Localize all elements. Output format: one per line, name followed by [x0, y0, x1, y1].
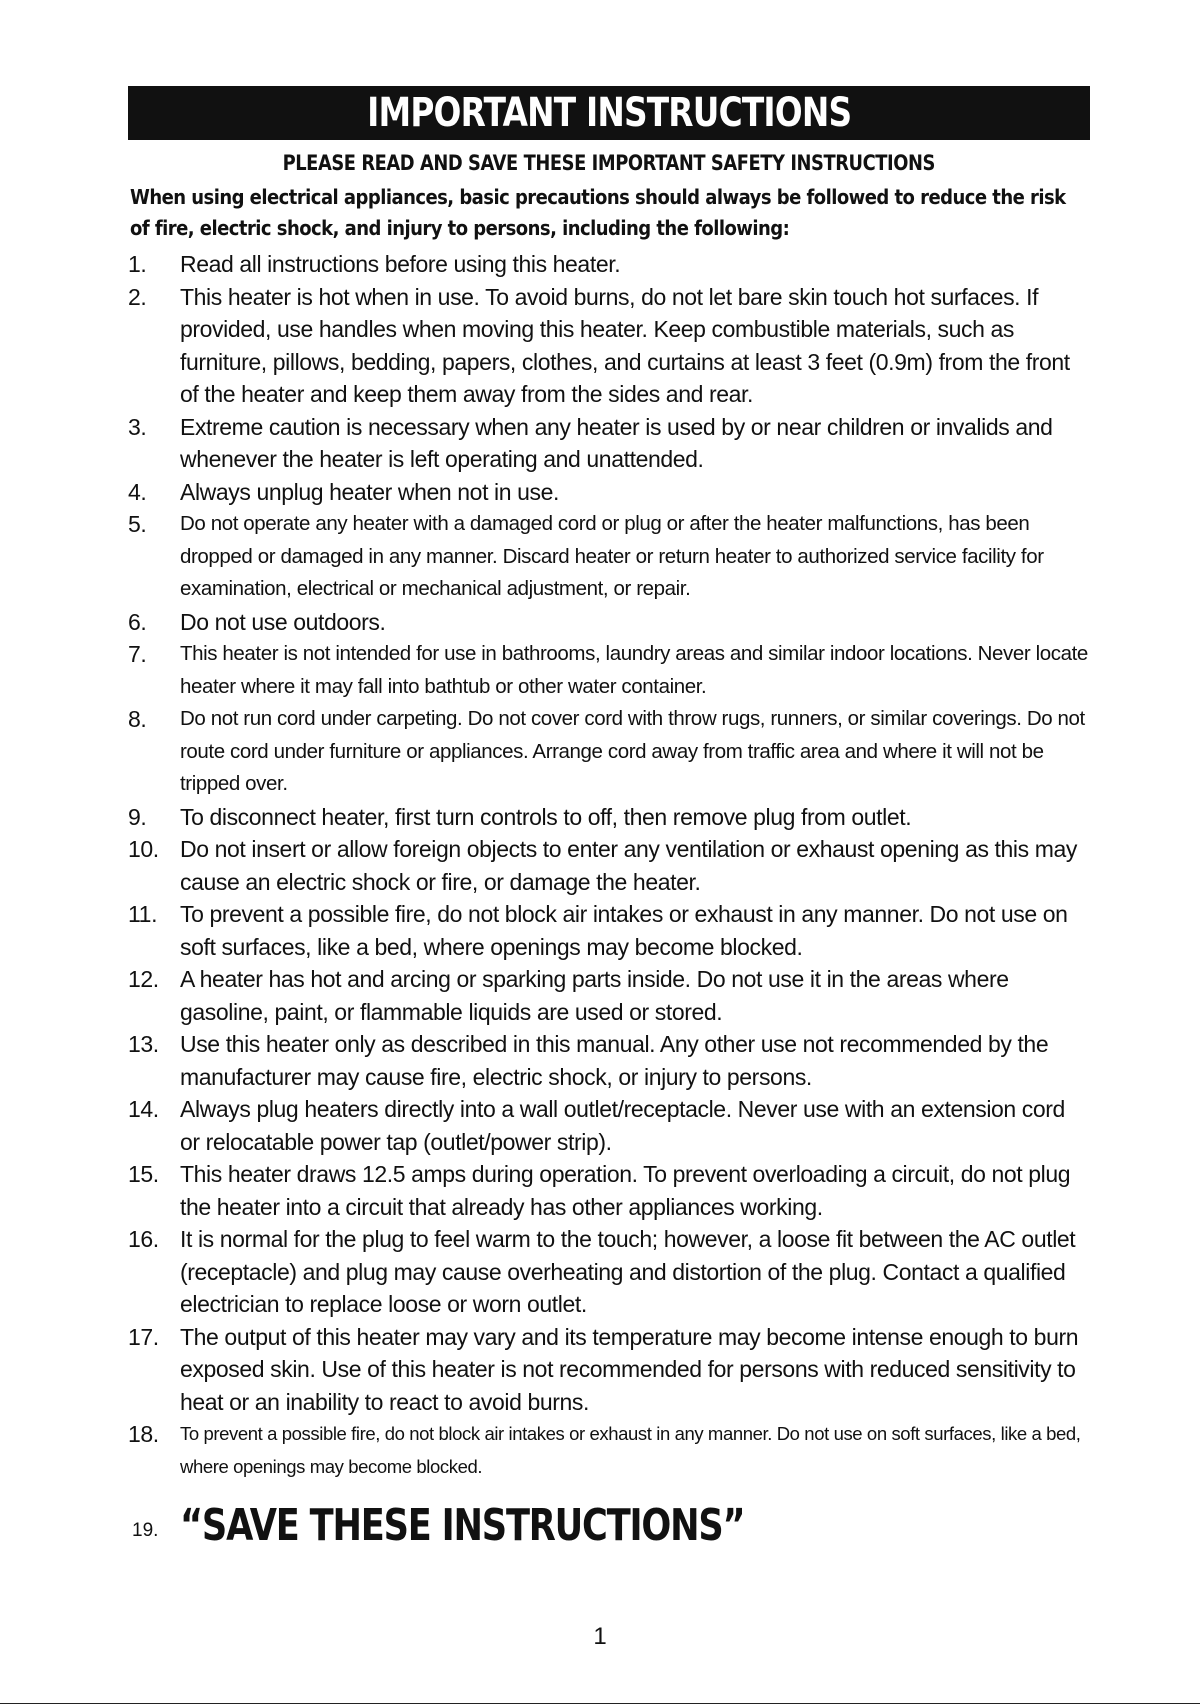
item-number: 18.	[128, 1421, 159, 1447]
item-number: 13.	[128, 1031, 159, 1057]
list-item	[128, 411, 1088, 476]
item-text: Do not insert or allow foreign objects to enter any ventilation or exhaust opening as this may cause an electric shock or fire, or damage the heater.	[180, 836, 1077, 895]
list-item	[128, 638, 1088, 703]
list-item	[128, 898, 1088, 963]
list-item	[128, 281, 1088, 411]
item-text: Extreme caution is necessary when any heater is used by or near children or invalids and whenever the heater is left operating and unattended.	[180, 413, 1053, 472]
item-number: 11.	[128, 901, 158, 927]
item-text: This heater is hot when in use. To avoid burns, do not let bare skin touch hot surfaces. If provided, use handles when moving this heater. Keep combustible materials, such as furniture, pillows, bedding, papers, clothes, and curtains at least 3 feet (0.9m) from the front of the heater and keep them away from the sides and rear.	[180, 283, 1070, 407]
item-number: 1.	[128, 251, 147, 277]
list-item	[128, 476, 1088, 509]
item-text: This heater is not intended for use in bathrooms, laundry areas and similar indoor locations. Never locate heater where it may fall into bathtub or other water container.	[180, 642, 1088, 698]
page-bottom-rule	[0, 1703, 1200, 1704]
item-text: To disconnect heater, first turn controls to off, then remove plug from outlet.	[180, 803, 912, 830]
item-text: To prevent a possible fire, do not block air intakes or exhaust in any manner. Do not use on soft surfaces, like a bed, where openings may become blocked.	[180, 901, 1068, 960]
list-item	[128, 1093, 1088, 1158]
list-item	[128, 963, 1088, 1028]
item-number: 2.	[128, 283, 147, 310]
intro-paragraph: When using electrical appliances, basic precautions should always be followed to reduce the risk of fire, electric shock, and injury to persons, including the following:	[130, 185, 1066, 240]
instruction-list	[128, 248, 1088, 1483]
item-text: Always plug heaters directly into a wall outlet/receptacle. Never use with an extension cord or relocatable power tap (outlet/power strip).	[180, 1096, 1065, 1155]
save-instructions-heading: “SAVE THESE INSTRUCTIONS”	[180, 1500, 745, 1551]
item-number: 5.	[128, 511, 147, 537]
item-text: This heater draws 12.5 amps during operation. To prevent overloading a circuit, do not plug the heater into a circuit that already has other appliances working.	[180, 1161, 1071, 1220]
banner-title: IMPORTANT INSTRUCTIONS	[366, 90, 852, 136]
item-text: Use this heater only as described in this manual. Any other use not recommended by the manufacturer may cause fire, electric shock, or injury to persons.	[180, 1031, 1049, 1090]
list-item	[128, 1028, 1088, 1093]
item-text: It is normal for the plug to feel warm to the touch; however, a loose fit between the AC outlet (receptacle) and plug may cause overheating and distortion of the plug. Contact a qualified electrician to replace loose or worn outlet.	[180, 1226, 1076, 1317]
item-text: To prevent a possible fire, do not block air intakes or exhaust in any manner. Do not use on soft surfaces, like a bed, where openings may become blocked.	[180, 1423, 1081, 1477]
item-number: 16.	[128, 1226, 159, 1252]
list-item	[128, 508, 1088, 606]
list-item	[128, 1321, 1088, 1419]
list-item	[128, 606, 1088, 639]
list-item	[128, 1223, 1088, 1321]
subtitle	[128, 150, 1090, 176]
list-item	[128, 833, 1088, 898]
item-number: 8.	[128, 706, 147, 732]
list-item	[128, 703, 1088, 801]
title-banner	[128, 86, 1090, 140]
item-number: 17.	[128, 1323, 159, 1350]
item-text: The output of this heater may vary and its temperature may become intense enough to burn exposed skin. Use of this heater is not recommended for persons with reduced sensitivity to heat or an inability to react to avoid burns.	[180, 1323, 1079, 1415]
list-item	[128, 248, 1088, 281]
item-number: 7.	[128, 641, 147, 667]
list-item	[128, 1418, 1088, 1483]
page-number: 1	[593, 1623, 607, 1650]
item-number: 4.	[128, 478, 147, 505]
item-number: 3.	[128, 413, 147, 440]
item-text: Do not operate any heater with a damaged cord or plug or after the heater malfunctions, has been dropped or damaged in any manner. Discard heater or return heater to authorized service facility for examination, electrical or mechanical adjustment, or repair.	[180, 512, 1044, 600]
list-item	[128, 801, 1088, 834]
item-text: Always unplug heater when not in use.	[180, 478, 560, 505]
subtitle-text: PLEASE READ AND SAVE THESE IMPORTANT SAFETY INSTRUCTIONS	[282, 151, 936, 175]
item-number: 19.	[132, 1520, 159, 1541]
item-number: 14.	[128, 1096, 159, 1122]
list-item	[128, 1158, 1088, 1223]
item-number: 15.	[128, 1161, 159, 1187]
item-number: 9.	[128, 803, 147, 830]
item-number: 6.	[128, 608, 147, 635]
item-number: 12.	[128, 966, 159, 992]
item-text: Do not use outdoors.	[180, 608, 386, 635]
item-text: Read all instructions before using this heater.	[180, 251, 621, 277]
item-text: A heater has hot and arcing or sparking parts inside. Do not use it in the areas where gasoline, paint, or flammable liquids are used or stored.	[180, 966, 1009, 1025]
item-number: 10.	[128, 836, 159, 862]
item-text: Do not run cord under carpeting. Do not cover cord with throw rugs, runners, or similar coverings. Do not route cord under furniture or appliances. Arrange cord away from traffic area and where it will not be tripped over.	[180, 707, 1085, 795]
